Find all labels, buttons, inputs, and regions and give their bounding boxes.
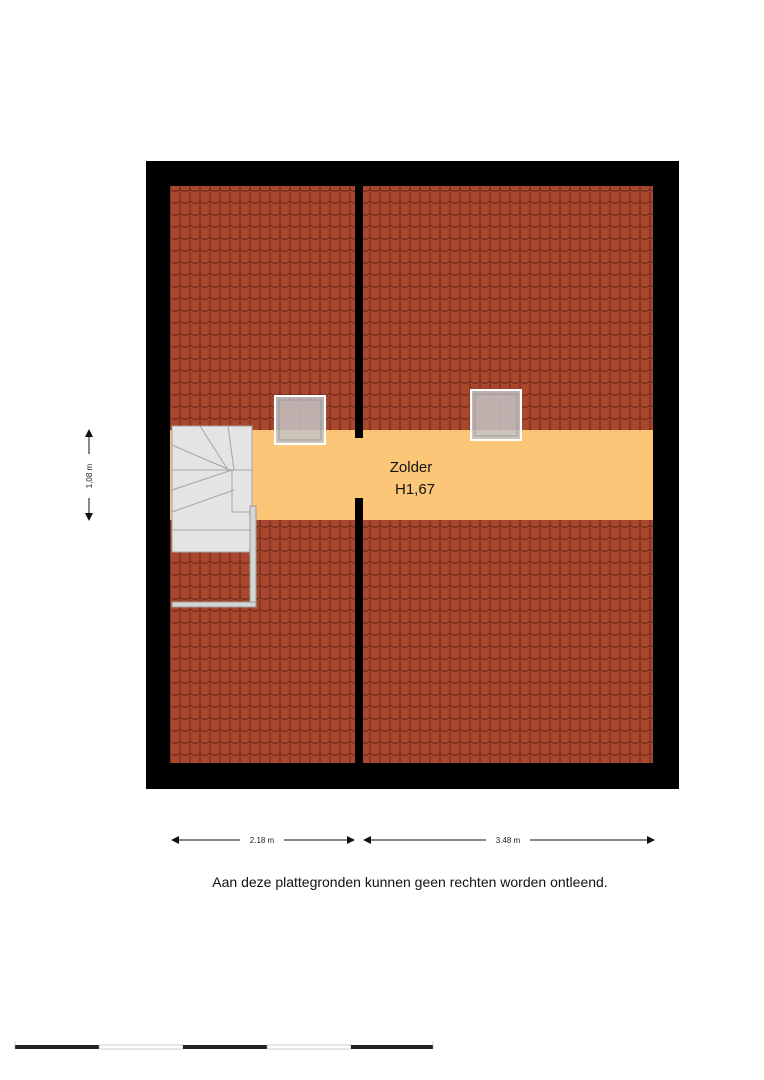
scale-bar bbox=[15, 1042, 433, 1049]
central-wall-top bbox=[355, 186, 363, 438]
room-name: Zolder bbox=[389, 459, 433, 476]
central-wall-bottom bbox=[355, 498, 363, 763]
skylight-left bbox=[275, 396, 325, 444]
dimension-right-label: 3.48 m bbox=[495, 836, 521, 845]
vertical-dimension-label: 1,08 m bbox=[85, 463, 94, 489]
dimension-left-label: 2.18 m bbox=[249, 836, 275, 845]
disclaimer-text: Aan deze plattegronden kunnen geen rechten worden ontleend. bbox=[212, 874, 608, 890]
skylight-right bbox=[471, 390, 521, 440]
room-height: H1,67 bbox=[394, 481, 436, 498]
